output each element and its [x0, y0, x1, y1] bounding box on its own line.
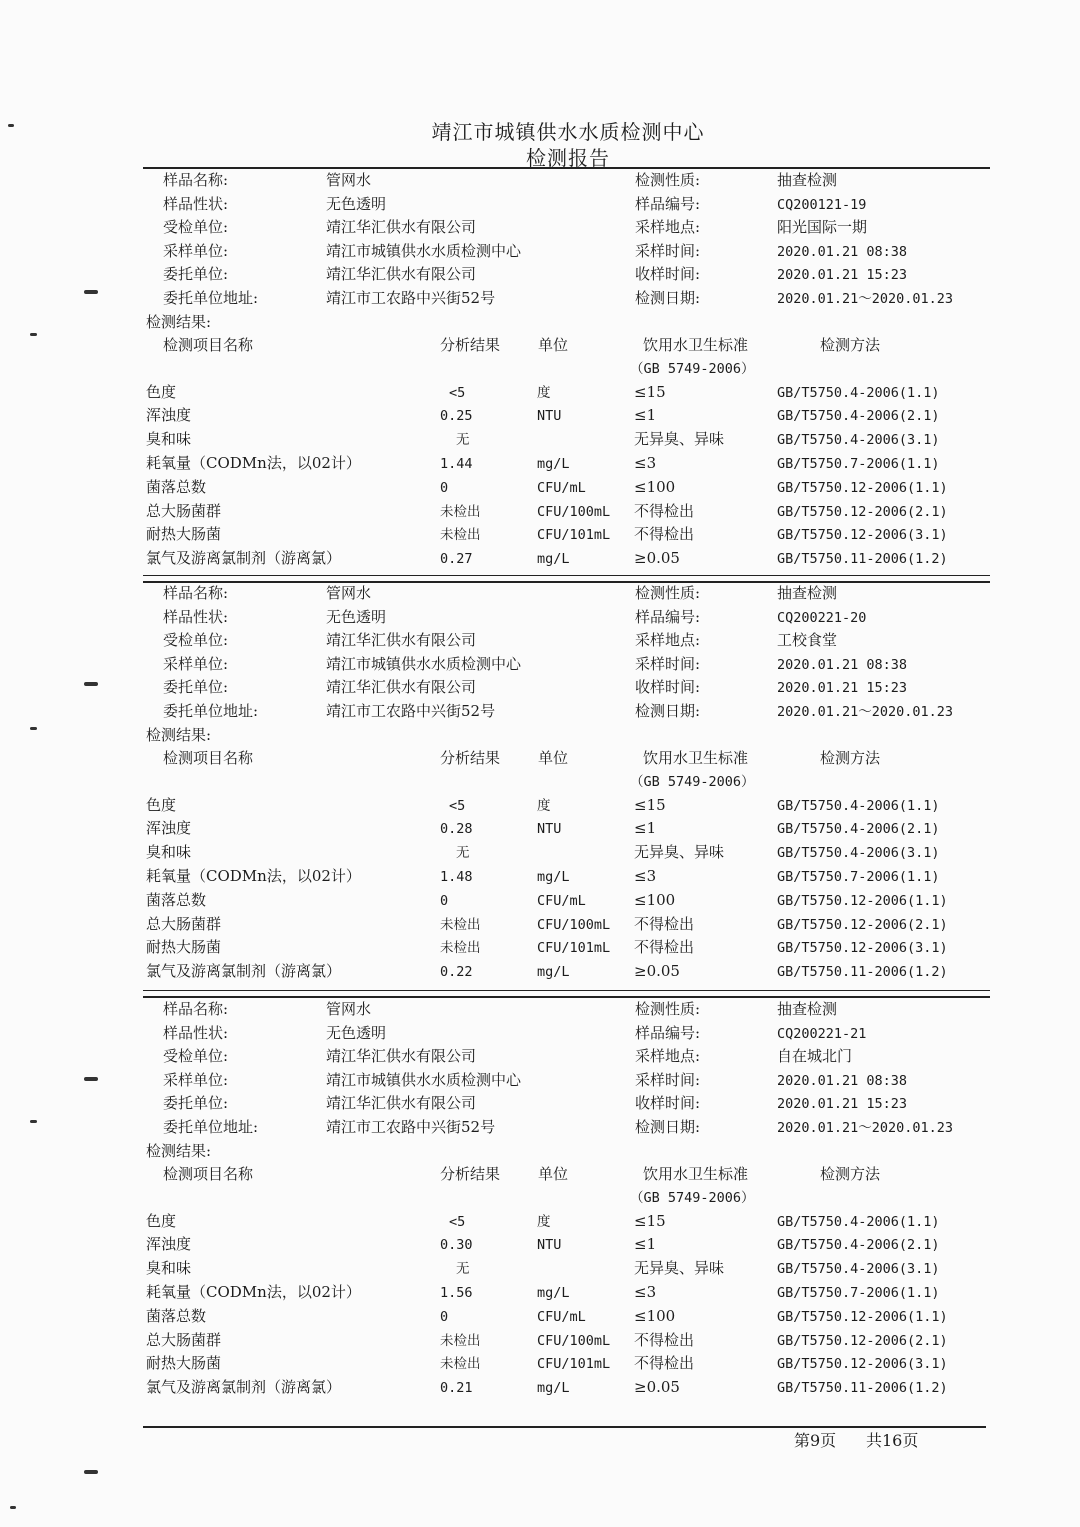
row-standard: ≥0.05 [634, 549, 680, 568]
row-item-name: 浑浊度 [146, 406, 192, 425]
label-client-unit: 委托单位: [163, 265, 229, 284]
row-result: 未检出 [440, 1332, 481, 1349]
label-receive-time: 收样时间: [635, 1094, 701, 1113]
value-client-unit: 靖江华汇供水有限公司 [326, 678, 477, 697]
header-standard-sub: （GB 5749-2006） [630, 773, 755, 790]
row-result: 0.27 [440, 551, 473, 568]
row-item-name: 总大肠菌群 [146, 1330, 222, 1349]
value-sample-state: 无色透明 [326, 607, 387, 626]
row-unit: 度 [537, 797, 551, 814]
row-standard: ≥0.05 [634, 962, 680, 981]
section-rule [143, 167, 990, 169]
label-sampling-site: 采样地点: [635, 218, 701, 237]
header-item-name: 检测项目名称 [163, 335, 254, 354]
row-standard: 无异臭、异味 [634, 1259, 725, 1278]
row-standard: ≤100 [634, 890, 676, 909]
row-unit: NTU [537, 408, 562, 425]
label-sample-no: 样品编号: [635, 194, 701, 213]
row-unit: CFU/100mL [537, 916, 611, 933]
row-unit: CFU/mL [537, 1308, 586, 1325]
value-test-nature: 抽查检测 [777, 1000, 838, 1018]
row-method: GB/T5750.12-2006(3.1) [777, 527, 948, 544]
header-standard-sub: （GB 5749-2006） [630, 360, 755, 377]
label-sample-no: 样品编号: [635, 1023, 701, 1042]
row-result: 无 [456, 1261, 470, 1278]
label-inspected-unit: 受检单位: [163, 631, 229, 650]
row-item-name: 菌落总数 [146, 477, 207, 496]
row-result: 未检出 [440, 527, 481, 544]
row-standard: 不得检出 [634, 525, 695, 544]
row-unit: mg/L [537, 1380, 570, 1397]
label-sampling-time: 采样时间: [635, 241, 701, 260]
row-result: 1.56 [440, 1285, 473, 1301]
row-item-name: 臭和味 [146, 1259, 192, 1278]
report-subtitle: 检测报告 [526, 146, 610, 170]
row-method: GB/T5750.4-2006(2.1) [777, 1237, 940, 1254]
section-rule [143, 575, 990, 576]
header-result: 分析结果 [440, 1164, 501, 1183]
label-receive-time: 收样时间: [635, 265, 701, 284]
row-unit: mg/L [537, 551, 570, 568]
row-method: GB/T5750.4-2006(3.1) [777, 845, 940, 862]
row-item-name: 浑浊度 [146, 819, 192, 838]
row-item-name: 臭和味 [146, 843, 192, 862]
scan-mark [8, 124, 14, 127]
row-item-name: 氯气及游离氯制剂（游离氯） [146, 549, 342, 568]
row-result: 0.21 [440, 1380, 473, 1397]
row-result: <5 [449, 797, 466, 814]
row-method: GB/T5750.7-2006(1.1) [777, 869, 940, 885]
row-method: GB/T5750.7-2006(1.1) [777, 456, 940, 472]
row-method: GB/T5750.4-2006(1.1) [777, 384, 940, 401]
value-sample-no: CQ200221-20 [777, 609, 867, 626]
label-client-address: 委托单位地址: [163, 289, 259, 307]
value-inspected-unit: 靖江华汇供水有限公司 [326, 1047, 477, 1066]
value-sampling-time: 2020.01.21 08:38 [777, 656, 908, 673]
value-inspected-unit: 靖江华汇供水有限公司 [326, 218, 477, 237]
row-method: GB/T5750.4-2006(3.1) [777, 1261, 940, 1278]
value-receive-time: 2020.01.21 15:23 [777, 680, 908, 697]
header-item-name: 检测项目名称 [163, 1164, 254, 1183]
row-result: 0.30 [440, 1237, 473, 1254]
report-org-title: 靖江市城镇供水水质检测中心 [431, 120, 705, 144]
row-method: GB/T5750.4-2006(1.1) [777, 1213, 940, 1230]
label-test-nature: 检测性质: [635, 171, 701, 189]
label-client-unit: 委托单位: [163, 678, 229, 697]
label-sampling-time: 采样时间: [635, 1070, 701, 1089]
row-item-name: 耐热大肠菌 [146, 938, 222, 957]
row-unit: CFU/100mL [537, 503, 611, 520]
header-method: 检测方法 [820, 748, 881, 767]
row-item-name: 氯气及游离氯制剂（游离氯） [146, 1378, 342, 1397]
row-result: 0 [440, 479, 449, 496]
row-standard: ≤100 [634, 477, 676, 496]
header-standard-sub: （GB 5749-2006） [630, 1189, 755, 1206]
label-sample-state: 样品性状: [163, 194, 229, 213]
row-unit: mg/L [537, 456, 570, 472]
row-unit: mg/L [537, 1285, 570, 1301]
row-method: GB/T5750.4-2006(1.1) [777, 797, 940, 814]
label-receive-time: 收样时间: [635, 678, 701, 697]
value-sampling-unit: 靖江市城镇供水水质检测中心 [326, 1070, 522, 1089]
row-item-name: 浑浊度 [146, 1235, 192, 1254]
label-client-address: 委托单位地址: [163, 1118, 259, 1136]
value-sample-name: 管网水 [326, 171, 372, 189]
row-method: GB/T5750.11-2006(1.2) [777, 551, 948, 568]
header-result: 分析结果 [440, 748, 501, 767]
label-test-nature: 检测性质: [635, 1000, 701, 1018]
scan-mark [84, 290, 98, 294]
value-sample-no: CQ200221-21 [777, 1025, 867, 1042]
row-method: GB/T5750.12-2006(2.1) [777, 916, 948, 933]
value-test-nature: 抽查检测 [777, 171, 838, 189]
row-unit: CFU/101mL [537, 527, 611, 544]
row-item-name: 耗氧量（CODMn法，以02计） [146, 454, 361, 472]
scan-mark [30, 1120, 37, 1123]
row-item-name: 耐热大肠菌 [146, 525, 222, 544]
header-result: 分析结果 [440, 335, 501, 354]
header-unit: 单位 [538, 748, 569, 767]
results-label: 检测结果: [146, 1141, 212, 1160]
header-method: 检测方法 [820, 1164, 881, 1183]
value-client-unit: 靖江华汇供水有限公司 [326, 1094, 477, 1113]
row-standard: ≤1 [634, 406, 657, 425]
value-client-address: 靖江市工农路中兴街52号 [326, 1118, 496, 1136]
label-sample-state: 样品性状: [163, 1023, 229, 1042]
header-item-name: 检测项目名称 [163, 748, 254, 767]
row-result: 1.48 [440, 869, 473, 885]
value-receive-time: 2020.01.21 15:23 [777, 267, 908, 284]
value-test-date: 2020.01.21～2020.01.23 [777, 1120, 954, 1136]
row-standard: ≤1 [634, 819, 657, 838]
value-sample-state: 无色透明 [326, 1023, 387, 1042]
label-test-nature: 检测性质: [635, 584, 701, 602]
row-standard: ≤3 [634, 454, 657, 472]
row-item-name: 色度 [146, 1211, 177, 1230]
row-standard: ≤100 [634, 1306, 676, 1325]
section-rule [143, 996, 990, 998]
value-test-date: 2020.01.21～2020.01.23 [777, 704, 954, 720]
row-standard: ≤1 [634, 1235, 657, 1254]
row-standard: ≥0.05 [634, 1378, 680, 1397]
label-test-date: 检测日期: [635, 289, 701, 307]
row-standard: ≤15 [634, 795, 666, 814]
value-client-unit: 靖江华汇供水有限公司 [326, 265, 477, 284]
row-result: 未检出 [440, 916, 481, 933]
row-standard: ≤15 [634, 1211, 666, 1230]
scan-mark [84, 1077, 98, 1081]
label-test-date: 检测日期: [635, 1118, 701, 1136]
row-item-name: 总大肠菌群 [146, 501, 222, 520]
header-standard: 饮用水卫生标准 [643, 748, 749, 767]
label-sampling-site: 采样地点: [635, 631, 701, 650]
row-item-name: 菌落总数 [146, 1306, 207, 1325]
label-test-date: 检测日期: [635, 702, 701, 720]
row-standard: 不得检出 [634, 1354, 695, 1373]
row-method: GB/T5750.12-2006(1.1) [777, 892, 948, 909]
row-unit: CFU/101mL [537, 940, 611, 957]
row-result: <5 [449, 384, 466, 401]
row-method: GB/T5750.11-2006(1.2) [777, 964, 948, 981]
value-sampling-site: 阳光国际一期 [777, 218, 868, 237]
row-item-name: 色度 [146, 382, 177, 401]
results-label: 检测结果: [146, 312, 212, 331]
row-method: GB/T5750.4-2006(2.1) [777, 821, 940, 838]
value-sampling-site: 工校食堂 [777, 631, 838, 650]
section-rule [143, 581, 990, 583]
value-sampling-unit: 靖江市城镇供水水质检测中心 [326, 241, 522, 260]
value-sampling-time: 2020.01.21 08:38 [777, 243, 908, 260]
row-item-name: 氯气及游离氯制剂（游离氯） [146, 962, 342, 981]
row-item-name: 耗氧量（CODMn法，以02计） [146, 867, 361, 885]
row-item-name: 耐热大肠菌 [146, 1354, 222, 1373]
value-client-address: 靖江市工农路中兴街52号 [326, 702, 496, 720]
value-test-date: 2020.01.21～2020.01.23 [777, 291, 954, 307]
row-unit: NTU [537, 821, 562, 838]
label-sample-state: 样品性状: [163, 607, 229, 626]
value-inspected-unit: 靖江华汇供水有限公司 [326, 631, 477, 650]
label-inspected-unit: 受检单位: [163, 218, 229, 237]
row-method: GB/T5750.12-2006(3.1) [777, 1356, 948, 1373]
row-item-name: 总大肠菌群 [146, 914, 222, 933]
label-client-address: 委托单位地址: [163, 702, 259, 720]
row-method: GB/T5750.4-2006(2.1) [777, 408, 940, 425]
value-sample-name: 管网水 [326, 1000, 372, 1018]
value-client-address: 靖江市工农路中兴街52号 [326, 289, 496, 307]
row-standard: ≤3 [634, 867, 657, 885]
row-result: 未检出 [440, 503, 481, 520]
label-sample-no: 样品编号: [635, 607, 701, 626]
value-receive-time: 2020.01.21 15:23 [777, 1096, 908, 1113]
value-sample-no: CQ200121-19 [777, 196, 867, 213]
header-unit: 单位 [538, 1164, 569, 1183]
row-unit: CFU/mL [537, 479, 586, 496]
label-sample-name: 样品名称: [163, 584, 229, 602]
value-sampling-time: 2020.01.21 08:38 [777, 1072, 908, 1089]
row-unit: CFU/100mL [537, 1332, 611, 1349]
row-standard: 不得检出 [634, 1330, 695, 1349]
row-method: GB/T5750.12-2006(1.1) [777, 479, 948, 496]
row-item-name: 菌落总数 [146, 890, 207, 909]
row-result: 1.44 [440, 456, 473, 472]
row-unit: CFU/mL [537, 892, 586, 909]
header-standard: 饮用水卫生标准 [643, 335, 749, 354]
row-standard: 无异臭、异味 [634, 843, 725, 862]
row-result: 未检出 [440, 1356, 481, 1373]
row-method: GB/T5750.4-2006(3.1) [777, 432, 940, 449]
row-result: 无 [456, 845, 470, 862]
row-unit: 度 [537, 384, 551, 401]
header-standard: 饮用水卫生标准 [643, 1164, 749, 1183]
row-standard: 不得检出 [634, 501, 695, 520]
row-method: GB/T5750.11-2006(1.2) [777, 1380, 948, 1397]
row-unit: 度 [537, 1213, 551, 1230]
scan-mark [10, 1506, 16, 1509]
value-test-nature: 抽查检测 [777, 584, 838, 602]
row-method: GB/T5750.12-2006(1.1) [777, 1308, 948, 1325]
row-item-name: 耗氧量（CODMn法，以02计） [146, 1283, 361, 1301]
footer-rule [143, 1426, 986, 1428]
value-sampling-unit: 靖江市城镇供水水质检测中心 [326, 654, 522, 673]
scan-mark [30, 333, 37, 336]
results-label: 检测结果: [146, 725, 212, 744]
row-unit: NTU [537, 1237, 562, 1254]
label-sampling-unit: 采样单位: [163, 1070, 229, 1089]
label-sampling-site: 采样地点: [635, 1047, 701, 1066]
row-unit: CFU/101mL [537, 1356, 611, 1373]
label-client-unit: 委托单位: [163, 1094, 229, 1113]
label-inspected-unit: 受检单位: [163, 1047, 229, 1066]
row-result: 0.28 [440, 821, 473, 838]
row-method: GB/T5750.7-2006(1.1) [777, 1285, 940, 1301]
row-standard: ≤15 [634, 382, 666, 401]
row-standard: 不得检出 [634, 938, 695, 957]
value-sample-state: 无色透明 [326, 194, 387, 213]
value-sampling-site: 自在城北门 [777, 1047, 853, 1066]
label-sample-name: 样品名称: [163, 171, 229, 189]
row-method: GB/T5750.12-2006(2.1) [777, 1332, 948, 1349]
header-method: 检测方法 [820, 335, 881, 354]
value-sample-name: 管网水 [326, 584, 372, 602]
row-result: 0.22 [440, 964, 473, 981]
label-sampling-time: 采样时间: [635, 654, 701, 673]
row-result: 0 [440, 1308, 449, 1325]
row-unit: mg/L [537, 964, 570, 981]
page-total: 共16页 [866, 1431, 919, 1450]
label-sample-name: 样品名称: [163, 1000, 229, 1018]
row-result: 0 [440, 892, 449, 909]
row-result: 未检出 [440, 940, 481, 957]
row-result: <5 [449, 1213, 466, 1230]
page-number: 第9页 [794, 1431, 837, 1450]
label-sampling-unit: 采样单位: [163, 241, 229, 260]
header-unit: 单位 [538, 335, 569, 354]
row-method: GB/T5750.12-2006(2.1) [777, 503, 948, 520]
row-standard: ≤3 [634, 1283, 657, 1301]
row-item-name: 色度 [146, 795, 177, 814]
scan-mark [84, 1470, 98, 1474]
label-sampling-unit: 采样单位: [163, 654, 229, 673]
row-standard: 不得检出 [634, 914, 695, 933]
row-item-name: 臭和味 [146, 430, 192, 449]
row-result: 0.25 [440, 408, 473, 425]
scan-mark [30, 727, 37, 730]
row-unit: mg/L [537, 869, 570, 885]
scan-mark [84, 682, 98, 686]
section-rule [143, 990, 990, 991]
row-result: 无 [456, 432, 470, 449]
row-method: GB/T5750.12-2006(3.1) [777, 940, 948, 957]
row-standard: 无异臭、异味 [634, 430, 725, 449]
